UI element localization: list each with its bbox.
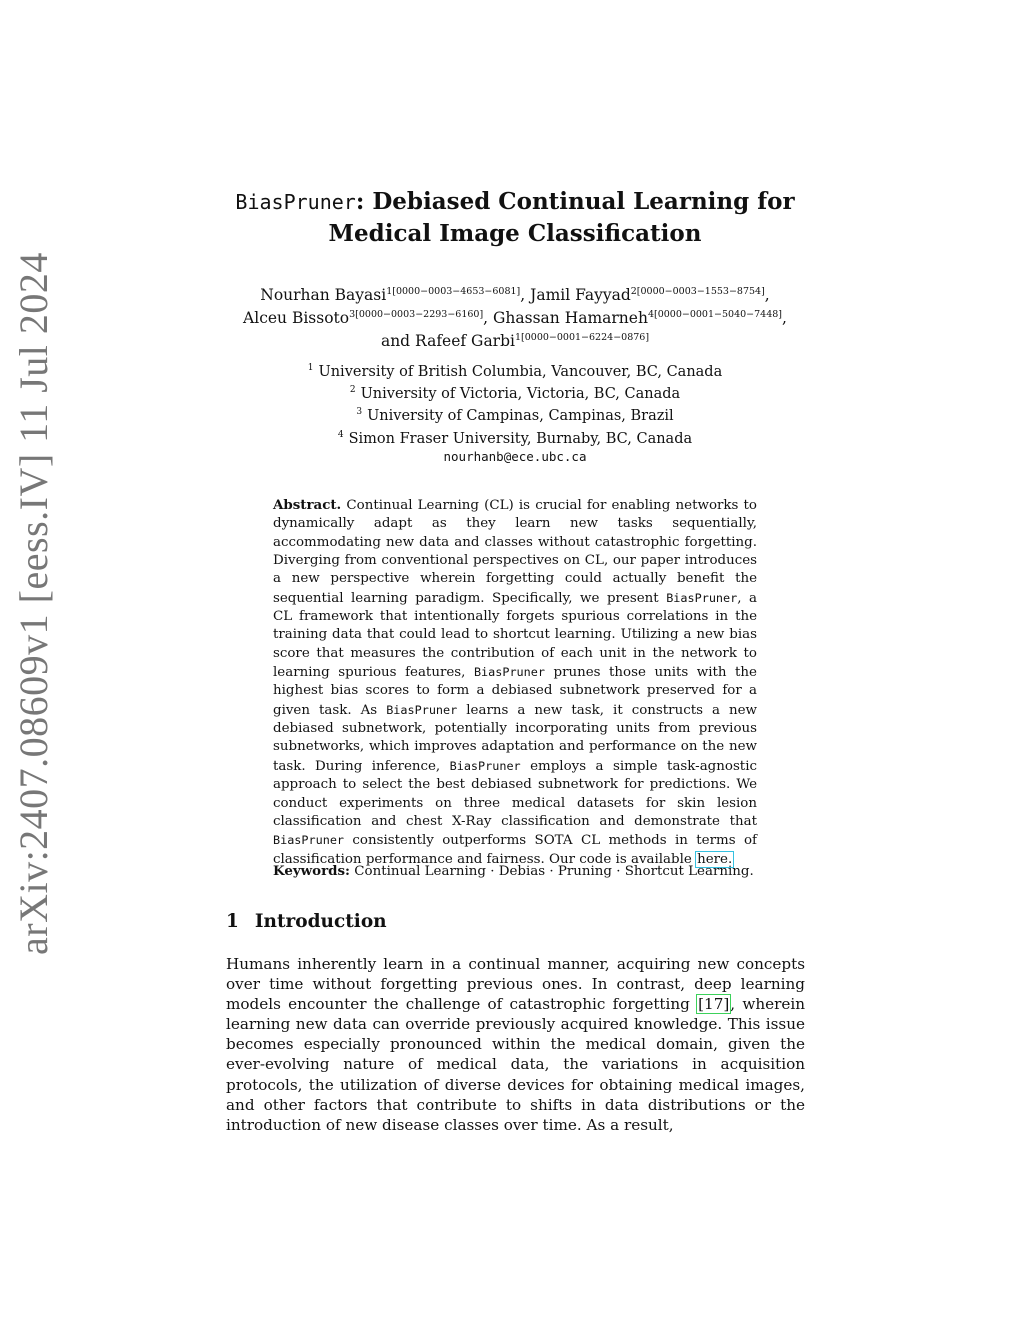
affiliation-item [200,359,830,381]
author-name: Nourhan Bayasi [260,286,387,305]
author-affiliation-mark: 1 [514,332,522,344]
author-name: Ghassan Hamarneh [493,309,648,328]
paper-title [180,186,850,249]
affiliation-list [200,359,830,466]
affiliation-text: Simon Fraser University, Burnaby, BC, Canada [348,430,693,447]
affiliation-number: 2 [349,385,356,396]
affiliation-item [200,381,830,403]
author-orcid[interactable]: [0000−0003−4653−6081] [392,286,521,297]
affiliation-text: University of British Columbia, Vancouver, BC, Canada [318,363,723,380]
arxiv-side-stamp: arXiv:2407.08609v1 [eess.IV] 11 Jul 2024 [11,252,56,955]
author-name: Rafeef Garbi [415,332,515,351]
title-line2: Medical Image Classification [328,220,702,247]
section-title: Introduction [254,911,387,932]
method-name: BiasPruner [666,590,738,605]
author-affiliation-mark: 2 [630,286,637,297]
keywords-text: Continual Learning · Debias · Pruning · Shortcut Learning. [350,864,754,879]
citation-link[interactable]: [17] [698,995,730,1014]
affiliation-item [200,403,830,425]
author-list: Nourhan Bayasi$^{1[0000-0003-4653-6081]}$, Jamil Fayyad$^{2[0000-0003-1553-8754]}$, Alceu Bissoto$^{3[0000-0003-2293-6160]}$, Ghassan Hamarneh$^{4[0000-0001-5040-7448]}$, and Rafeef Garbi$^{1[0000-0001-6224-0876]}$ [243,286,787,351]
affiliation-number: 4 [337,429,344,440]
section-number: 1 [226,911,239,932]
abstract-text: employs a simple task-agnostic approach to select the best debiased subnetwork for predictions. We conduct experiments on three medical datasets for skin lesion classification and chest X-Ray classification and demonstrate that [273,758,757,829]
author-orcid[interactable]: [0000−0001−5040−7448] [654,309,782,321]
author-orcid[interactable]: [0000−0003−2293−6160] [355,309,484,321]
author-orcid[interactable]: [0000−0001−6224−0876] [521,332,650,344]
abstract-text: Continual Learning (CL) is crucial for enabling networks to dynamically adapt as they learn new tasks sequentially, accommodating new data and classes without catastrophic forgetting. Diverging from conventional perspectives on CL, our paper introduces a new perspective wherein forgetting could actually benefit the sequential learning paradigm. Specifically, we present [273,498,757,606]
author-name: Alceu Bissoto [243,309,350,328]
intro-text: , wherein learning new data can override previously acquired knowledge. This issue becomes especially pronounced within the medical domain, given the ever-evolving nature of medical data, the variations in acquisition protocols, the utilization of diverse devices for obtaining medical images, and other factors that contribute to shifts in data distributions or the introduction of new disease classes over time. As a result, [226,995,805,1134]
abstract-text: learns a new task, it constructs a new debiased subnetwork, potentially incorporating units from previous subnetworks, which improves adaptation and performance on the new task. During inference, [273,702,757,774]
method-name: BiasPruner [473,665,545,680]
title-line1: : Debiased Continual Learning for [355,188,795,215]
affiliation-number: 3 [356,407,363,418]
affiliation-text: University of Campinas, Campinas, Brazil [367,408,674,425]
abstract-text: consistently outperforms SOTA CL methods in terms of classification performance and fairness. Our code is available [273,833,757,867]
authors-and: and [380,332,411,351]
abstract-label: Abstract. [273,497,342,513]
abstract-block [273,496,757,869]
contact-email[interactable]: nourhanb@ece.ubc.ca [443,448,587,464]
affiliation-text: University of Victoria, Victoria, BC, Canada [360,386,681,403]
abstract-text: prunes those units with the highest bias scores to form a debiased subnetwork preserved for a given task. As [273,665,757,718]
intro-text: Humans inherently learn in a continual manner, acquiring new concepts over time without forgetting previous ones. In contrast, deep learning models encounter the challenge of catastrophic forgetting [226,955,805,1014]
author-affiliation-mark: 1 [386,286,393,297]
author-affiliation-mark: 4 [647,309,654,321]
affiliation-number: 1 [307,363,314,373]
author-name: Jamil Fayyad [530,286,631,305]
title-method-name: BiasPruner [235,190,356,214]
abstract-text: , a CL framework that intentionally forgets spurious correlations in the training data that could lead to shortcut learning. Utilizing a new bias score that measures the contribution of each unit in the network to learning spurious features, [273,590,757,681]
keywords-line [273,862,757,881]
section-heading [226,911,387,932]
method-name: BiasPruner [386,702,458,717]
method-name: BiasPruner [273,833,345,848]
method-name: BiasPruner [449,758,521,773]
intro-paragraph [226,954,805,1135]
code-link[interactable]: here. [697,851,733,867]
keywords-label: Keywords: [273,863,351,879]
affiliation-item [200,426,830,448]
author-orcid[interactable]: [0000−0003−1553−8754] [636,286,765,297]
author-affiliation-mark: 3 [349,309,356,321]
